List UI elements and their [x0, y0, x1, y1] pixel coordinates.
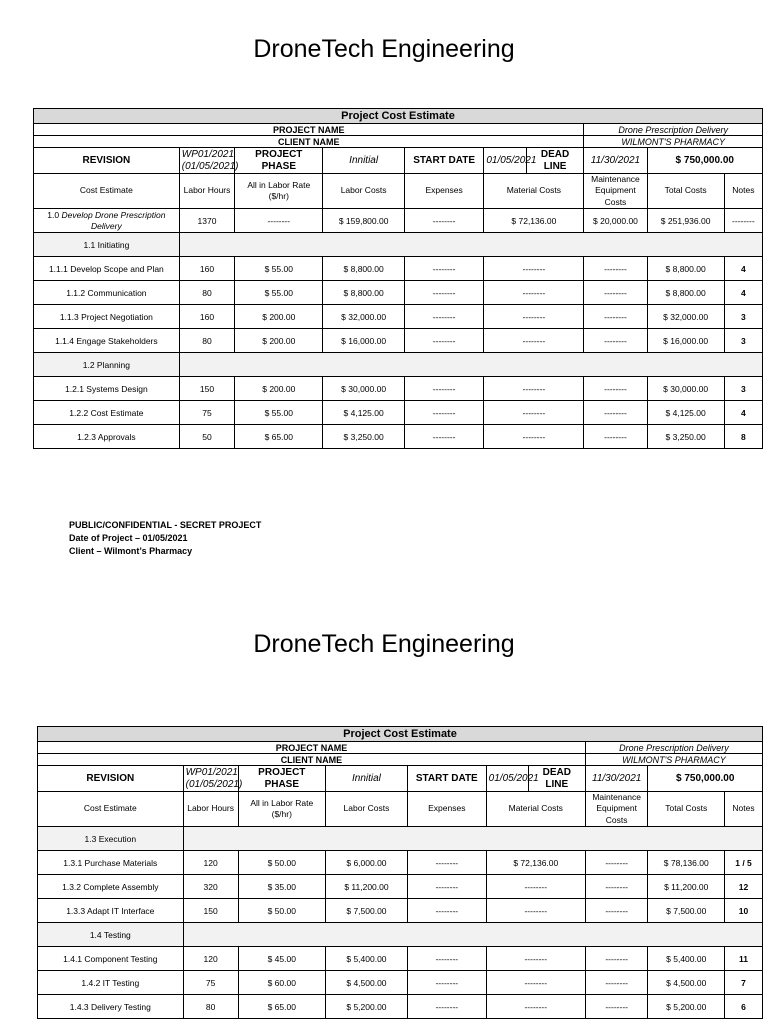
- revision-label: REVISION: [38, 766, 184, 792]
- project-name-label: PROJECT NAME: [38, 742, 586, 754]
- expenses: --------: [404, 305, 483, 329]
- task-name: 1.4.1 Component Testing: [38, 947, 184, 971]
- client-name-value: WILMONT'S PHARMACY: [585, 754, 762, 766]
- notes: 10: [725, 899, 763, 923]
- notes: 11: [725, 947, 763, 971]
- client-name-value: WILMONT'S PHARMACY: [584, 136, 763, 148]
- maintenance-costs: --------: [584, 305, 647, 329]
- labor-costs: $ 8,800.00: [323, 281, 405, 305]
- col-labor-costs: Labor Costs: [325, 792, 407, 827]
- labor-hours: 160: [179, 305, 234, 329]
- maintenance-costs: --------: [584, 281, 647, 305]
- section-blank: [179, 353, 762, 377]
- start-date-label: START DATE: [407, 766, 486, 792]
- labor-rate: $ 65.00: [238, 995, 325, 1019]
- labor-rate: $ 50.00: [238, 899, 325, 923]
- material-costs: --------: [484, 377, 584, 401]
- labor-rate: $ 55.00: [235, 401, 323, 425]
- maintenance-costs: --------: [584, 425, 647, 449]
- labor-costs: $ 11,200.00: [325, 875, 407, 899]
- section-row: [34, 353, 763, 377]
- task-name: 1.3.1 Purchase Materials: [38, 851, 184, 875]
- labor-hours: 75: [183, 971, 238, 995]
- col-expenses: Expenses: [404, 174, 483, 209]
- table-row: [34, 257, 763, 281]
- notes: 12: [725, 875, 763, 899]
- summary-total: $ 251,936.00: [647, 209, 724, 233]
- expenses: --------: [407, 995, 486, 1019]
- task-name: 1.2.1 Systems Design: [34, 377, 180, 401]
- revision-label: REVISION: [34, 148, 180, 174]
- table-row: [38, 899, 763, 923]
- footer-line-3: Client – Wilmont’s Pharmacy: [69, 546, 193, 556]
- labor-hours: 150: [179, 377, 234, 401]
- expenses: --------: [404, 425, 483, 449]
- labor-hours: 50: [179, 425, 234, 449]
- section-label: 1.4 Testing: [38, 923, 184, 947]
- summary-material: $ 72,136.00: [484, 209, 584, 233]
- total-costs: $ 4,125.00: [647, 401, 724, 425]
- company-title-page2: DroneTech Engineering: [253, 630, 515, 658]
- sheet-title: Project Cost Estimate: [34, 109, 763, 124]
- notes: 3: [724, 305, 762, 329]
- phase-value: Innitial: [325, 766, 407, 792]
- material-costs: --------: [486, 875, 585, 899]
- material-costs: --------: [486, 947, 585, 971]
- labor-hours: 320: [183, 875, 238, 899]
- phase-label: PROJECT PHASE: [238, 766, 325, 792]
- labor-rate: $ 55.00: [235, 281, 323, 305]
- notes: 6: [725, 995, 763, 1019]
- deadline-label: DEAD LINE: [528, 766, 585, 792]
- total-costs: $ 32,000.00: [647, 305, 724, 329]
- footer-line-2: Date of Project – 01/05/2021: [69, 533, 188, 543]
- expenses: --------: [407, 947, 486, 971]
- maintenance-costs: --------: [585, 947, 648, 971]
- budget-value: $ 750,000.00: [648, 766, 763, 792]
- cost-estimate-table-page2: [37, 726, 763, 1019]
- col-labor-rate: All in Labor Rate ($/hr): [235, 174, 323, 209]
- section-row: [34, 233, 763, 257]
- summary-labor: $ 159,800.00: [323, 209, 405, 233]
- labor-rate: $ 200.00: [235, 329, 323, 353]
- section-label: 1.2 Planning: [34, 353, 180, 377]
- start-date-label: START DATE: [404, 148, 483, 174]
- col-total-costs: Total Costs: [648, 792, 725, 827]
- material-costs: --------: [486, 971, 585, 995]
- notes: 3: [724, 377, 762, 401]
- start-date-value: 01/05/2021: [484, 148, 526, 174]
- material-costs: --------: [484, 281, 584, 305]
- material-costs: --------: [486, 899, 585, 923]
- summary-id: 1.0: [47, 210, 60, 221]
- labor-hours: 120: [183, 947, 238, 971]
- table-row: [34, 401, 763, 425]
- maintenance-costs: --------: [585, 971, 648, 995]
- col-labor-hours: Labor Hours: [183, 792, 238, 827]
- col-total-costs: Total Costs: [647, 174, 724, 209]
- labor-rate: $ 65.00: [235, 425, 323, 449]
- table-row: [38, 971, 763, 995]
- table-row: [38, 875, 763, 899]
- task-name: 1.3.2 Complete Assembly: [38, 875, 184, 899]
- material-costs: $ 72,136.00: [486, 851, 585, 875]
- total-costs: $ 11,200.00: [648, 875, 725, 899]
- total-costs: $ 16,000.00: [647, 329, 724, 353]
- col-notes: Notes: [724, 174, 762, 209]
- expenses: --------: [407, 971, 486, 995]
- task-name: 1.2.2 Cost Estimate: [34, 401, 180, 425]
- deadline-label: DEAD LINE: [526, 148, 584, 174]
- table-row: [34, 305, 763, 329]
- expenses: --------: [404, 401, 483, 425]
- table-row: [38, 947, 763, 971]
- revision-value: WP01/2021 (01/05/2021): [183, 766, 238, 792]
- total-costs: $ 5,200.00: [648, 995, 725, 1019]
- col-material-costs: Material Costs: [486, 792, 585, 827]
- total-costs: $ 8,800.00: [647, 257, 724, 281]
- maintenance-costs: --------: [584, 257, 647, 281]
- company-title: DroneTech Engineering: [253, 35, 515, 63]
- col-notes: Notes: [725, 792, 763, 827]
- start-date-value: 01/05/2021: [486, 766, 528, 792]
- col-labor-rate: All in Labor Rate ($/hr): [238, 792, 325, 827]
- notes: 4: [724, 281, 762, 305]
- summary-expenses: --------: [404, 209, 483, 233]
- task-name: 1.1.1 Develop Scope and Plan: [34, 257, 180, 281]
- summary-label: Develop Drone Prescription Delivery: [61, 210, 166, 231]
- task-name: 1.3.3 Adapt IT Interface: [38, 899, 184, 923]
- col-maintenance: Maintenance Equipment Costs: [585, 792, 648, 827]
- expenses: --------: [407, 875, 486, 899]
- col-labor-hours: Labor Hours: [179, 174, 234, 209]
- labor-hours: 75: [179, 401, 234, 425]
- labor-costs: $ 32,000.00: [323, 305, 405, 329]
- table-row: [34, 281, 763, 305]
- phase-value: Innitial: [323, 148, 405, 174]
- sheet-title: Project Cost Estimate: [38, 727, 763, 742]
- material-costs: --------: [484, 257, 584, 281]
- notes: 3: [724, 329, 762, 353]
- section-blank: [183, 827, 762, 851]
- section-blank: [179, 233, 762, 257]
- summary-name: [34, 209, 180, 233]
- material-costs: --------: [484, 401, 584, 425]
- table-row: [34, 425, 763, 449]
- total-costs: $ 4,500.00: [648, 971, 725, 995]
- labor-hours: 80: [183, 995, 238, 1019]
- labor-rate: $ 200.00: [235, 305, 323, 329]
- col-maintenance: Maintenance Equipment Costs: [584, 174, 647, 209]
- project-name-label: PROJECT NAME: [34, 124, 584, 136]
- expenses: --------: [404, 281, 483, 305]
- labor-hours: 80: [179, 329, 234, 353]
- table-row: [34, 329, 763, 353]
- deadline-value: 11/30/2021: [584, 148, 647, 174]
- cost-estimate-table: [33, 108, 763, 449]
- labor-rate: $ 35.00: [238, 875, 325, 899]
- section-row: [38, 923, 763, 947]
- labor-costs: $ 4,500.00: [325, 971, 407, 995]
- labor-costs: $ 4,125.00: [323, 401, 405, 425]
- labor-costs: $ 6,000.00: [325, 851, 407, 875]
- material-costs: --------: [484, 329, 584, 353]
- section-blank: [183, 923, 762, 947]
- material-costs: --------: [484, 425, 584, 449]
- maintenance-costs: --------: [584, 329, 647, 353]
- labor-costs: $ 8,800.00: [323, 257, 405, 281]
- total-costs: $ 78,136.00: [648, 851, 725, 875]
- expenses: --------: [404, 329, 483, 353]
- task-name: 1.4.3 Delivery Testing: [38, 995, 184, 1019]
- labor-costs: $ 3,250.00: [323, 425, 405, 449]
- labor-rate: $ 50.00: [238, 851, 325, 875]
- summary-row: [34, 209, 763, 233]
- expenses: --------: [407, 899, 486, 923]
- labor-rate: $ 55.00: [235, 257, 323, 281]
- labor-hours: 120: [183, 851, 238, 875]
- project-name-value: Drone Prescription Delivery: [585, 742, 762, 754]
- maintenance-costs: --------: [585, 899, 648, 923]
- total-costs: $ 7,500.00: [648, 899, 725, 923]
- expenses: --------: [404, 377, 483, 401]
- notes: 1 / 5: [725, 851, 763, 875]
- maintenance-costs: --------: [585, 875, 648, 899]
- col-cost-estimate: Cost Estimate: [34, 174, 180, 209]
- material-costs: --------: [486, 995, 585, 1019]
- total-costs: $ 3,250.00: [647, 425, 724, 449]
- budget-value: $ 750,000.00: [647, 148, 763, 174]
- table-row: [38, 995, 763, 1019]
- expenses: --------: [404, 257, 483, 281]
- summary-notes: --------: [724, 209, 762, 233]
- task-name: 1.1.3 Project Negotiation: [34, 305, 180, 329]
- total-costs: $ 5,400.00: [648, 947, 725, 971]
- project-name-value: Drone Prescription Delivery: [584, 124, 763, 136]
- table-row: [34, 377, 763, 401]
- notes: 4: [724, 401, 762, 425]
- section-label: 1.1 Initiating: [34, 233, 180, 257]
- labor-costs: $ 30,000.00: [323, 377, 405, 401]
- col-cost-estimate: Cost Estimate: [38, 792, 184, 827]
- notes: 8: [724, 425, 762, 449]
- deadline-value: 11/30/2021: [585, 766, 648, 792]
- phase-label: PROJECT PHASE: [235, 148, 323, 174]
- section-row: [38, 827, 763, 851]
- revision-value: WP01/2021 (01/05/2021): [179, 148, 234, 174]
- labor-costs: $ 5,400.00: [325, 947, 407, 971]
- footer-line-1: PUBLIC/CONFIDENTIAL - SECRET PROJECT: [69, 520, 262, 530]
- notes: 4: [724, 257, 762, 281]
- task-name: 1.2.3 Approvals: [34, 425, 180, 449]
- labor-costs: $ 5,200.00: [325, 995, 407, 1019]
- table-row: [38, 851, 763, 875]
- total-costs: $ 30,000.00: [647, 377, 724, 401]
- col-labor-costs: Labor Costs: [323, 174, 405, 209]
- summary-hours: 1370: [179, 209, 234, 233]
- maintenance-costs: --------: [585, 851, 648, 875]
- labor-costs: $ 7,500.00: [325, 899, 407, 923]
- labor-hours: 80: [179, 281, 234, 305]
- notes: 7: [725, 971, 763, 995]
- labor-hours: 150: [183, 899, 238, 923]
- maintenance-costs: --------: [584, 401, 647, 425]
- maintenance-costs: --------: [584, 377, 647, 401]
- section-label: 1.3 Execution: [38, 827, 184, 851]
- client-name-label: CLIENT NAME: [34, 136, 584, 148]
- footer-notes: [69, 519, 261, 558]
- client-name-label: CLIENT NAME: [38, 754, 586, 766]
- col-material-costs: Material Costs: [484, 174, 584, 209]
- labor-rate: $ 200.00: [235, 377, 323, 401]
- summary-rate: --------: [235, 209, 323, 233]
- expenses: --------: [407, 851, 486, 875]
- task-name: 1.1.4 Engage Stakeholders: [34, 329, 180, 353]
- summary-maintenance: $ 20,000.00: [584, 209, 647, 233]
- task-name: 1.1.2 Communication: [34, 281, 180, 305]
- labor-rate: $ 45.00: [238, 947, 325, 971]
- maintenance-costs: --------: [585, 995, 648, 1019]
- labor-hours: 160: [179, 257, 234, 281]
- labor-rate: $ 60.00: [238, 971, 325, 995]
- total-costs: $ 8,800.00: [647, 281, 724, 305]
- material-costs: --------: [484, 305, 584, 329]
- labor-costs: $ 16,000.00: [323, 329, 405, 353]
- col-expenses: Expenses: [407, 792, 486, 827]
- task-name: 1.4.2 IT Testing: [38, 971, 184, 995]
